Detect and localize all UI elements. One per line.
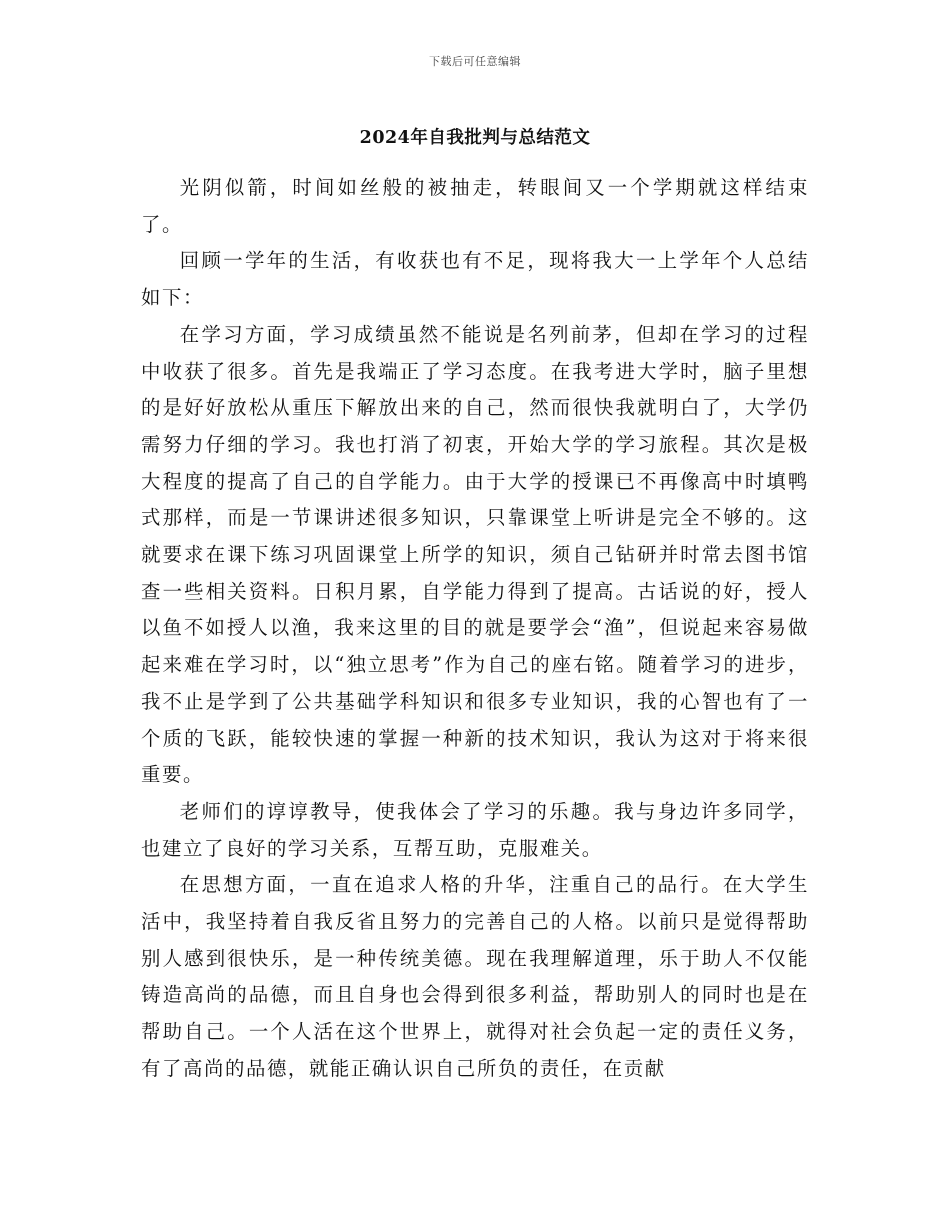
document-body bbox=[141, 170, 809, 1088]
paragraph: 在学习方面，学习成绩虽然不能说是名列前茅，但却在学习的过程中收获了很多。首先是我端正了学习态度。在我考进大学时，脑子里想的是好好放松从重压下解放出来的自己，然而很快我就明白了，大学仍需努力仔细的学习。我也打消了初衷，开始大学的学习旅程。其次是极大程度的提高了自己的自学能力。由于大学的授课已不再像高中时填鸭式那样，而是一节课讲述很多知识，只靠课堂上听讲是完全不够的。这就要求在课下练习巩固课堂上所学的知识，须自己钻研并时常去图书馆查一些相关资料。日积月累，自学能力得到了提高。古话说的好，授人以鱼不如授人以渔，我来这里的目的就是要学会“渔”，但说起来容易做起来难在学习时，以“独立思考”作为自己的座右铭。随着学习的进步，我不止是学到了公共基础学科知识和很多专业知识，我的心智也有了一个质的飞跃，能较快速的掌握一种新的技术知识，我认为这对于将来很重要。 bbox=[141, 322, 809, 787]
header-note: 下载后可任意编辑 bbox=[429, 55, 521, 68]
paragraph: 在思想方面，一直在追求人格的升华，注重自己的品行。在大学生活中，我坚持着自我反省且努力的完善自己的人格。以前只是觉得帮助别人感到很快乐，是一种传统美德。现在我理解道理，乐于助人不仅能铸造高尚的品德，而且自身也会得到很多利益，帮助别人的同时也是在帮助自己。一个人活在这个世界上，就得对社会负起一定的责任义务，有了高尚的品德，就能正确认识自己所负的责任，在贡献 bbox=[141, 873, 809, 1080]
paragraph: 老师们的谆谆教导，使我体会了学习的乐趣。我与身边许多同学，也建立了良好的学习关系，互帮互助，克服难关。 bbox=[141, 799, 809, 860]
paragraph: 光阴似箭，时间如丝般的被抽走，转眼间又一个学期就这样结束了。 bbox=[141, 176, 809, 236]
paragraph: 回顾一学年的生活，有收获也有不足，现将我大一上学年个人总结如下： bbox=[141, 249, 809, 310]
document-title: 2024年自我批判与总结范文 bbox=[359, 128, 591, 148]
